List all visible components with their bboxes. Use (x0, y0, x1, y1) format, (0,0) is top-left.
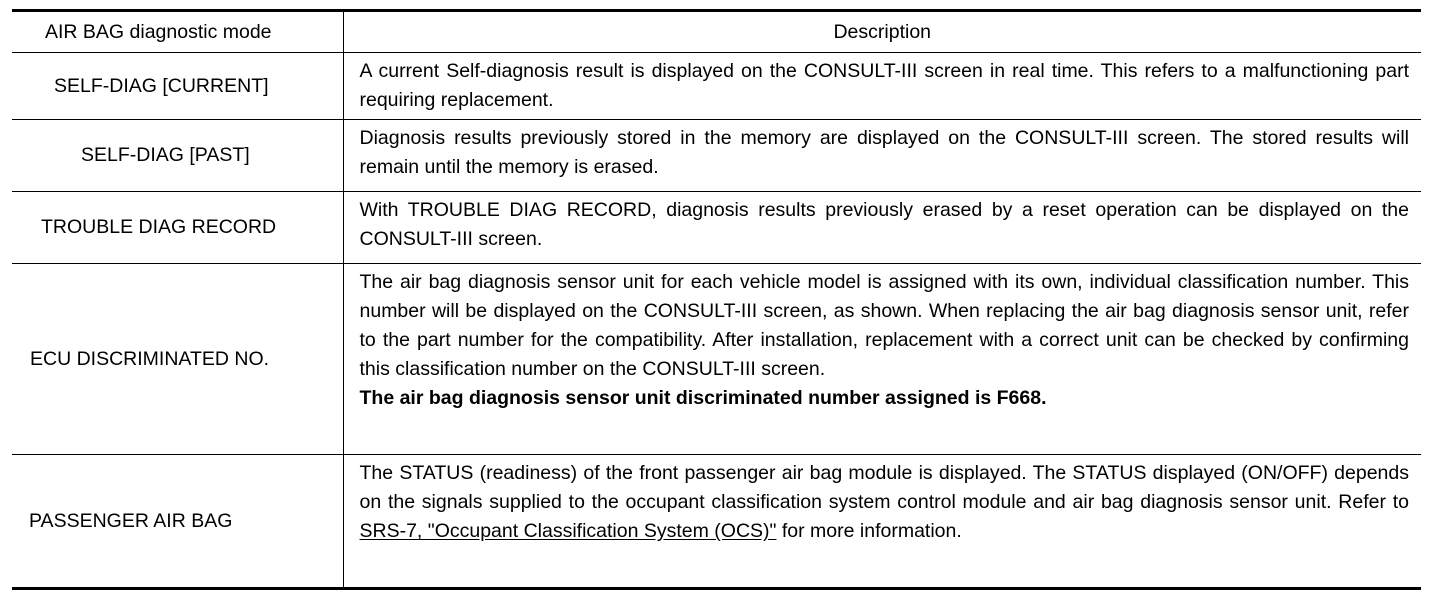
description-text: The air bag diagnosis sensor unit for each vehicle model is assigned with its own, individual classification number. This number will be displayed on the CONSULT-III screen, as shown. When replacing the air bag diagnosis sensor unit, refer to the part number for the compatibility. After installation, replacement with a correct unit can be checked by confirming this classification number on the CONSULT-III screen. (359, 271, 1409, 380)
mode-cell (12, 53, 343, 120)
description-text: With TROUBLE DIAG RECORD, diagnosis results previously erased by a reset operation can be displayed on the CONSULT-III screen. (359, 199, 1409, 250)
description-text-after: for more information. (776, 520, 962, 542)
mode-label: TROUBLE DIAG RECORD (41, 216, 277, 238)
description-cell (343, 455, 1421, 589)
mode-column-header: AIR BAG diagnostic mode (12, 11, 343, 53)
mode-cell (12, 264, 343, 455)
table-row (12, 120, 1421, 192)
discriminated-number-note: The air bag diagnosis sensor unit discriminated number assigned is F668. (359, 387, 1047, 409)
table-row (12, 53, 1421, 120)
table-row (12, 455, 1421, 589)
table-row (12, 264, 1421, 455)
mode-label: SELF-DIAG [PAST] (81, 144, 250, 166)
description-cell (343, 264, 1421, 455)
ocs-reference-link[interactable]: SRS-7, "Occupant Classification System (OCS)" (359, 520, 777, 542)
mode-cell (12, 455, 343, 589)
table-row (12, 192, 1421, 264)
description-cell (343, 192, 1421, 264)
description-text: Diagnosis results previously stored in the memory are displayed on the CONSULT-III screen. The stored results will remain until the memory is erased. (359, 127, 1409, 178)
description-column-header: Description (343, 11, 1421, 53)
description-cell (343, 120, 1421, 192)
diagnostic-mode-sheet (12, 9, 1421, 590)
mode-label: PASSENGER AIR BAG (29, 509, 233, 532)
mode-label: SELF-DIAG [CURRENT] (54, 74, 269, 97)
mode-cell (12, 120, 343, 192)
mode-label: ECU DISCRIMINATED NO. (30, 347, 270, 370)
diagnostic-mode-table (12, 9, 1421, 590)
description-text-before: The STATUS (readiness) of the front passenger air bag module is displayed. The STATUS displayed (ON/OFF) depends on the signals supplied to the occupant classification system control module and air bag diagnosis sensor unit. Refer to (359, 462, 1409, 513)
table-header-row (12, 11, 1421, 53)
description-cell (343, 53, 1421, 120)
description-text: A current Self-diagnosis result is displayed on the CONSULT-III screen in real time. This refers to a malfunctioning part requiring replacement. (359, 60, 1409, 111)
mode-cell (12, 192, 343, 264)
